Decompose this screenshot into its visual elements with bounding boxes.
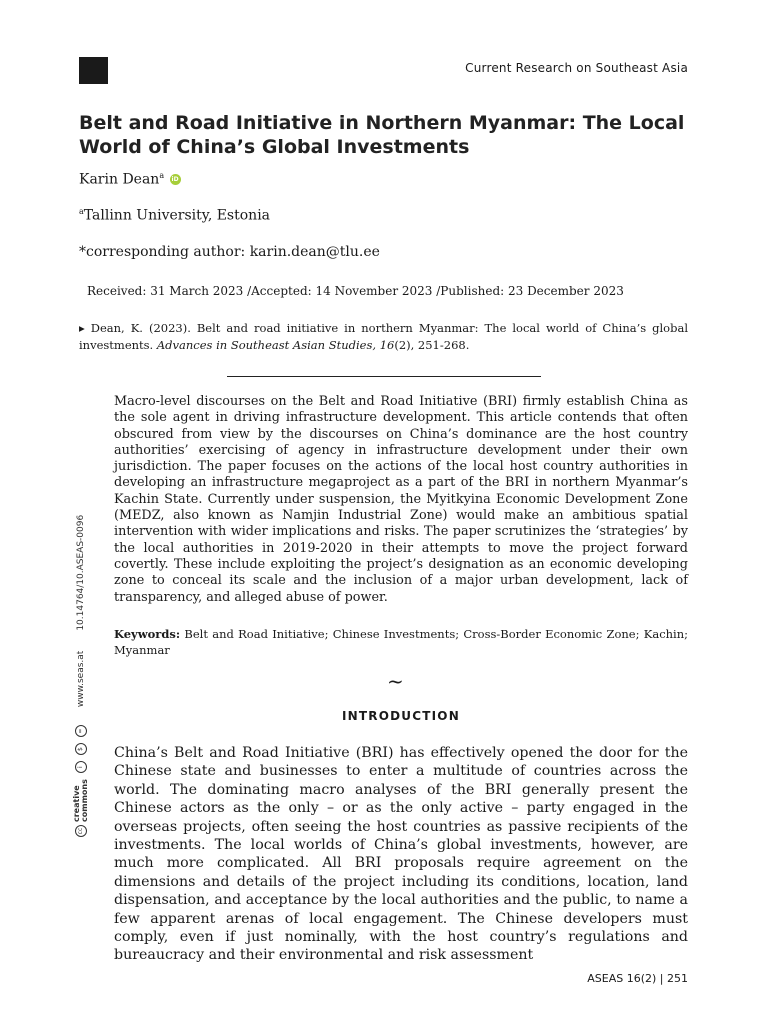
abstract-divider [227,376,541,377]
page-footer: ASEAS 16(2) | 251 [587,972,688,985]
creative-commons-logo[interactable] [73,779,89,837]
journal-logo-block [79,57,108,84]
doi-link[interactable]: 10.14764/10.ASEAS-0096 [76,514,86,631]
introduction-text: China’s Belt and Road Initiative (BRI) has effectively opened the door for the Chinese state and businesses to enter a multitude of countries across the world. The dominating macro analyses of the BRI generally present the Chinese actors as the only – or as the only active – party engaged in the overseas projects, often seeing the host countries as passive recipients of the investments. The local worlds of China’s global investments, however, are much more complicated. All BRI proposals require agreement on the dimensions and details of the project including its conditions, location, land dispensation, and acceptance by the local authorities and the public, to name a few apparent arenas of local engagement. The Chinese developers must comply, even if just nominally, with the host country’s regulations and bureaucracy and their environmental and risk assessment [114,745,688,964]
journal-name: Current Research on Southeast Asia [465,61,688,75]
keywords-list: Belt and Road Initiative; Chinese Investments; Cross-Border Economic Zone; Kachin; Myanmar [114,627,688,657]
keywords [114,626,688,658]
abstract: Macro-level discourses on the Belt and Road Initiative (BRI) firmly establish China as the sole agent in driving infrastructure development. This article contends that often obscured from view by the discourses on China’s dominance are the host country authorities’ exercising of agency in infrastructure development under their own jurisdiction. The paper focuses on the actions of the local host country authorities in developing an infrastructure megaproject as a part of the BRI in northern Myanmar’s Kachin State. Currently under suspension, the Myitkyina Economic Development Zone (MEDZ, also known as Namjin Industrial Zone) would make an ambitious spatial intervention with wider implications and risks. The paper scrutinizes the ‘strategies’ by the local authorities in 2019-2020 in their attempts to move the project forward covertly. These include exploiting the project’s designation as an economic developing zone to conceal its scale and the inclusion of a major urban development, lack of transparency, and alleged abuse of power. [114,394,688,605]
affiliation-text: Tallinn University, Estonia [83,207,271,224]
citation [79,320,688,354]
citation-journal: Advances in Southeast Asian Studies, 16 [156,338,395,352]
keywords-label: Keywords: [114,627,181,641]
cc-nc-icon: $ [75,743,87,755]
cc-word-creative: creative [72,785,81,822]
cc-wordmark [73,779,89,822]
cc-word-commons: commons [80,779,89,822]
article-title: Belt and Road Initiative in Northern Myanmar: The Local World of China’s Global Investments [79,112,685,158]
side-license-bar [73,515,89,837]
affiliation [79,207,270,224]
section-heading-introduction: INTRODUCTION [342,709,460,723]
cc-nd-icon: = [75,725,87,737]
cc-icon: cc [75,825,87,837]
cc-by-icon: i [75,761,87,773]
citation-prefix: ▸ Dean, K. (2023). Belt and road initiative in northern Myanmar: The local world of China’s global investments. [79,321,688,352]
section-separator: ~ [387,669,404,693]
orcid-icon[interactable]: iD [171,176,179,184]
affiliation-marker: a [79,207,84,216]
citation-suffix: (2), 251-268. [394,338,470,352]
publication-dates: Received: 31 March 2023 /Accepted: 14 November 2023 /Published: 23 December 2023 [87,284,624,298]
author-affiliation-marker: a [159,171,165,180]
website-link[interactable]: www.seas.at [76,650,86,708]
corresponding-author: *corresponding author: karin.dean@tlu.ee [79,244,380,260]
author [79,171,181,188]
author-name: Karin Dean [79,171,160,188]
